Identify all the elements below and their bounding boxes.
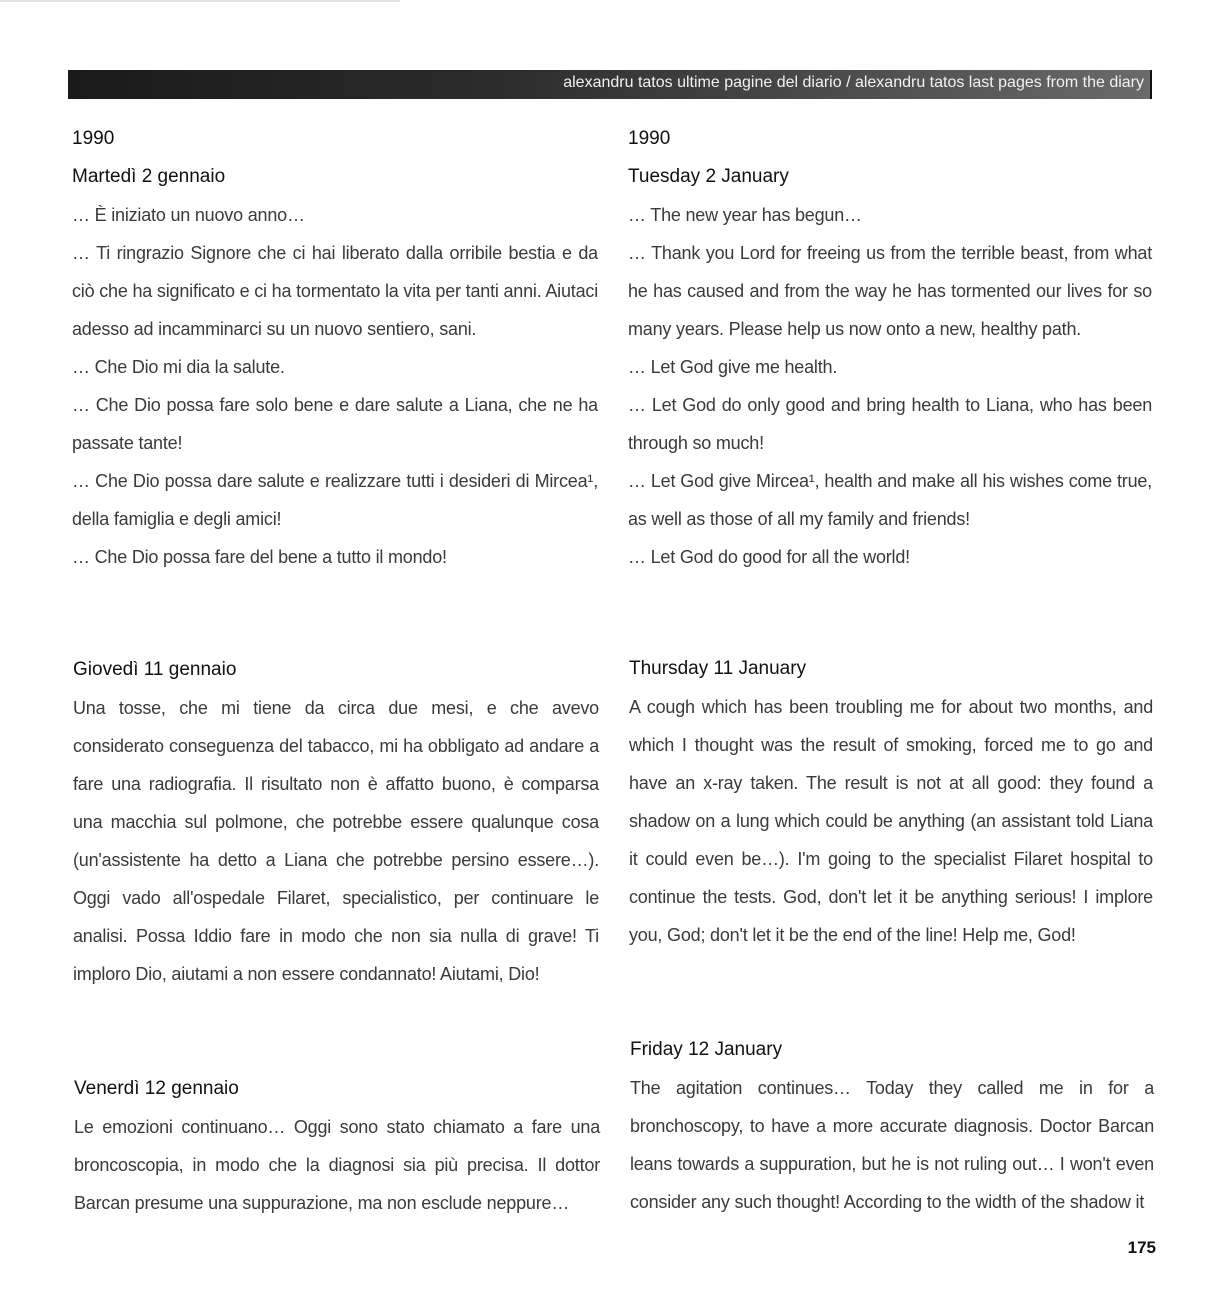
entry-date: Tuesday 2 January [628,166,789,187]
entry-year: 1990 [628,128,671,149]
running-header-banner [68,70,1152,99]
running-header-text: alexandru tatos ultime pagine del diario / alexandru tatos last pages from the diary [563,74,1144,91]
entry-paragraph: … Che Dio possa dare salute e realizzare tutti i desideri di Mircea¹, della famiglia e degli amici! [72,471,598,529]
entry-date: Friday 12 January [630,1039,783,1060]
diary-entry-en-11-january [629,650,1153,954]
entry-paragraph: … Let God do only good and bring health to Liana, who has been through so much! [628,395,1152,453]
diary-entry-en-12-january [630,1031,1154,1221]
diary-entry-en-2-january [628,120,1152,576]
diary-entry-it-11-january [73,651,599,993]
entry-paragraph: … Thank you Lord for freeing us from the terrible beast, from what he has caused and from the way he has tormented our lives for so many years. Please help us now onto a new, healthy path. [628,243,1152,339]
entry-paragraph: The agitation continues… Today they called me in for a bronchoscopy, to have a more accurate diagnosis. Doctor Barcan leans towards a suppuration, but he is not ruling out… I won't even consider any such thought! According to the width of the shadow it [630,1078,1154,1212]
diary-entry-it-2-january [72,120,598,576]
entry-date: Venerdì 12 gennaio [74,1078,239,1099]
entry-year: 1990 [72,128,115,149]
entry-paragraph: … The new year has begun… [628,205,862,225]
entry-paragraph: … Che Dio mi dia la salute. [72,357,285,377]
entry-paragraph: … Let God do good for all the world! [628,547,910,567]
top-rule [0,0,400,2]
entry-paragraph: … Che Dio possa fare solo bene e dare salute a Liana, che ne ha passate tante! [72,395,598,453]
entry-paragraph: … È iniziato un nuovo anno… [72,205,305,225]
entry-date: Giovedì 11 gennaio [73,659,237,680]
diary-entry-it-12-january [74,1070,600,1222]
entry-date: Thursday 11 January [629,658,807,679]
entry-paragraph: … Ti ringrazio Signore che ci hai liberato dalla orribile bestia e da ciò che ha significato e ci ha tormentato la vita per tanti anni. Aiutaci adesso ad incamminarci su un nuovo sentiero, sani. [72,243,598,339]
entry-paragraph: A cough which has been troubling me for about two months, and which I thought was the result of smoking, forced me to go and have an x-ray taken. The result is not at all good: they found a shadow on a lung which could be anything (an assistant told Liana it could even be…). I'm going to the specialist Filaret hospital to continue the tests. God, don't let it be anything serious! I implore you, God; don't let it be the end of the line! Help me, God! [629,697,1153,945]
entry-paragraph: Una tosse, che mi tiene da circa due mesi, e che avevo considerato conseguenza del tabacco, mi ha obbligato ad andare a fare una radiografia. Il risultato non è affatto buono, è comparsa una macchia sul polmone, che potrebbe essere qualunque cosa (un'assistente ha detto a Liana che potrebbe persino essere…). Oggi vado all'ospedale Filaret, specialistico, per continuare le analisi. Possa Iddio fare in modo che non sia nulla di grave! Ti imploro Dio, aiutami a non essere condannato! Aiutami, Dio! [73,698,599,984]
entry-paragraph: … Che Dio possa fare del bene a tutto il mondo! [72,547,447,567]
entry-paragraph: … Let God give me health. [628,357,838,377]
entry-paragraph: … Let God give Mircea¹, health and make all his wishes come true, as well as those of all my family and friends! [628,471,1152,529]
page-number: 175 [1127,1238,1156,1257]
entry-paragraph: Le emozioni continuano… Oggi sono stato chiamato a fare una broncoscopia, in modo che la diagnosi sia più precisa. Il dottor Barcan presume una suppurazione, ma non esclude neppure… [74,1117,600,1213]
entry-date: Martedì 2 gennaio [72,166,226,187]
